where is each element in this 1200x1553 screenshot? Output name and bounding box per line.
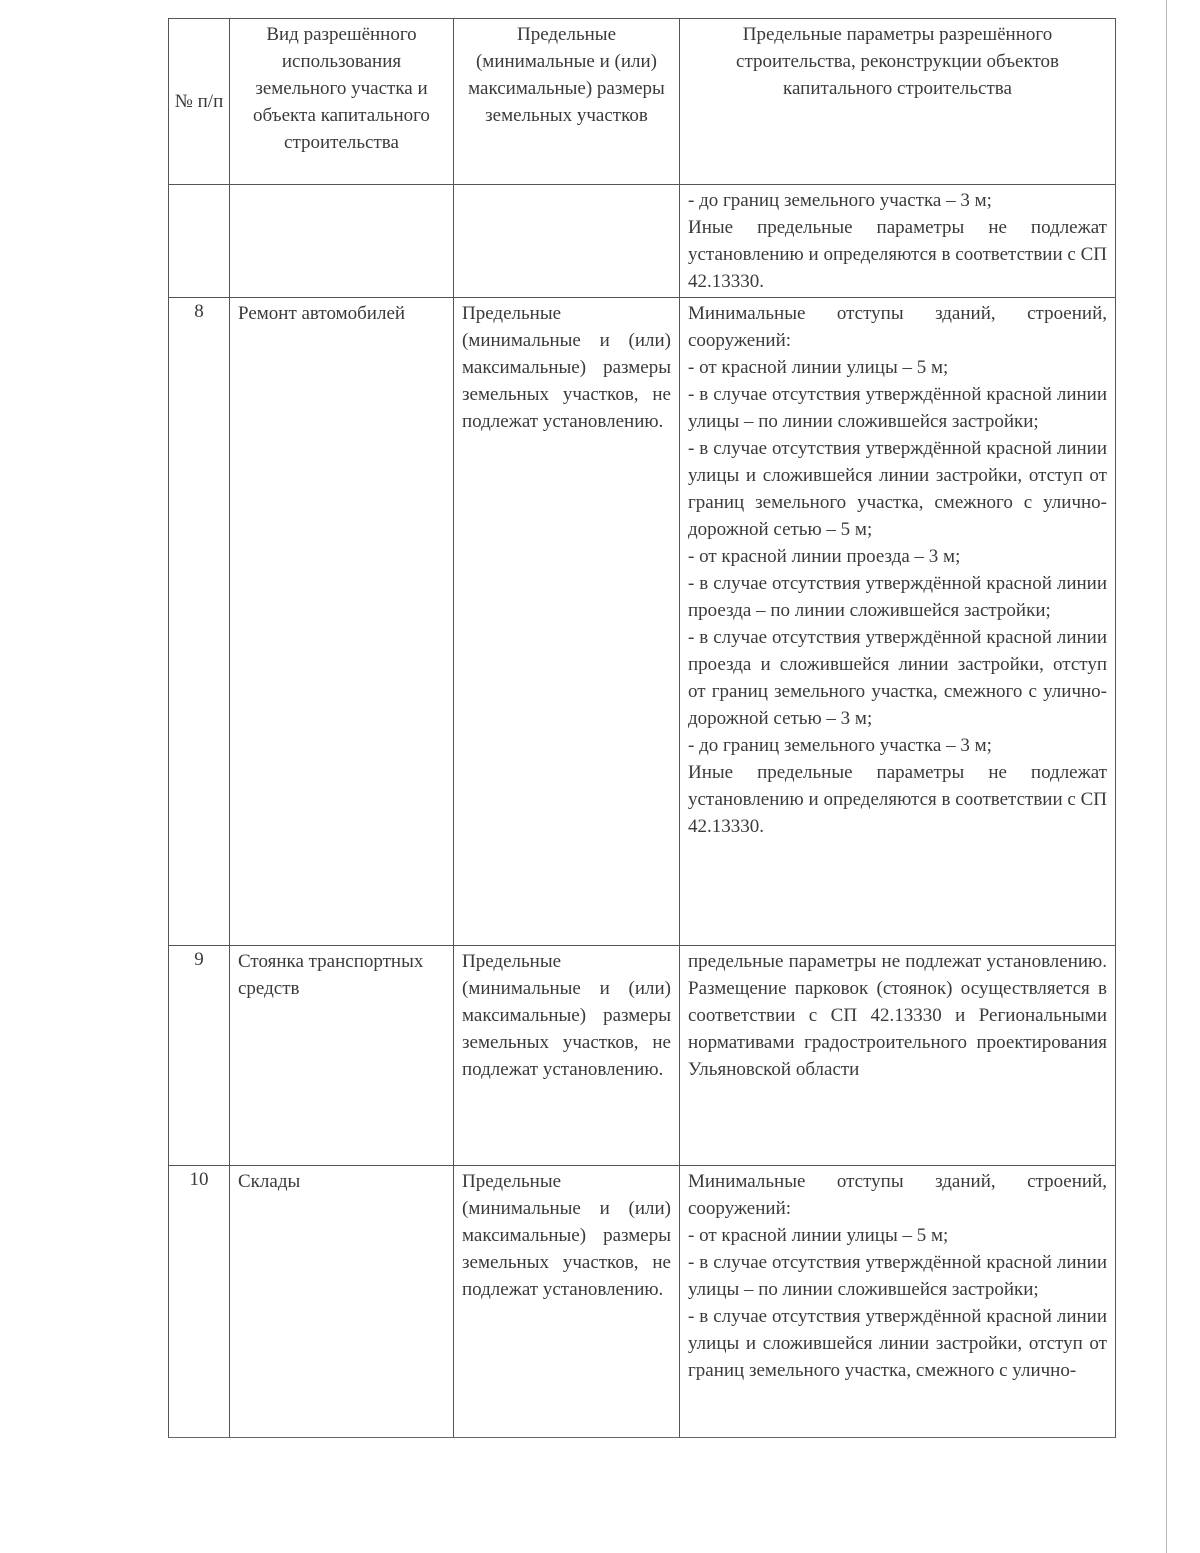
- parameter-line: - от красной линии улицы – 5 м;: [688, 1225, 949, 1246]
- row-parameters: [680, 946, 1116, 1166]
- row-plot-size: Предельные (минимальные и (или) максимальные) размеры земельных участков, не подлежат установлению.: [454, 946, 680, 1166]
- parameter-line: - до границ земельного участка – 3 м;: [688, 190, 992, 211]
- table-header: [169, 19, 1116, 185]
- parameter-line: - до границ земельного участка – 3 м;: [688, 735, 992, 756]
- table-row: [169, 298, 1116, 946]
- table-row: [169, 1166, 1116, 1438]
- row-use-type: Ремонт автомобилей: [230, 298, 454, 946]
- parameter-line: - от красной линии улицы – 5 м;: [688, 357, 949, 378]
- row-plot-size: [454, 185, 680, 298]
- parameter-line: - в случае отсутствия утверждённой красной линии улицы – по линии сложившейся застройки;: [688, 1252, 1107, 1300]
- header-plot-size: Предельные (минимальные и (или) максимальные) размеры земельных участков: [454, 19, 680, 185]
- table-body: [169, 185, 1116, 1438]
- row-plot-size: Предельные (минимальные и (или) максимальные) размеры земельных участков, не подлежат установлению.: [454, 298, 680, 946]
- parameter-line: - в случае отсутствия утверждённой красной линии улицы и сложившейся линии застройки, отступ от границ земельного участка, смежного с улично-: [688, 1306, 1107, 1381]
- table-row: [169, 946, 1116, 1166]
- header-parameters: Предельные параметры разрешённого строительства, реконструкции объектов капитального строительства: [680, 19, 1116, 185]
- parameter-line: - в случае отсутствия утверждённой красной линии проезда – по линии сложившейся застройки;: [688, 573, 1107, 621]
- row-number: [169, 185, 230, 298]
- parameter-line: - в случае отсутствия утверждённой красной линии проезда и сложившейся линии застройки, отступ от границ земельного участка, смежного с улично-дорожной сетью – 3 м;: [688, 627, 1107, 729]
- row-use-type: Стоянка транспортных средств: [230, 946, 454, 1166]
- row-parameters: [680, 185, 1116, 298]
- parameter-line: Минимальные отступы зданий, строений, сооружений:: [688, 1171, 1107, 1219]
- table-row: [169, 185, 1116, 298]
- parameter-line: Минимальные отступы зданий, строений, сооружений:: [688, 303, 1107, 351]
- row-parameters: [680, 298, 1116, 946]
- header-use-type: Вид разрешённого использования земельного участка и объекта капитального строительства: [230, 19, 454, 185]
- land-use-table: [168, 18, 1116, 1438]
- parameter-line: - от красной линии проезда – 3 м;: [688, 546, 961, 567]
- parameter-line: Иные предельные параметры не подлежат установлению и определяются в соответствии с СП 42.13330.: [688, 217, 1107, 292]
- row-use-type: [230, 185, 454, 298]
- parameter-line: Иные предельные параметры не подлежат установлению и определяются в соответствии с СП 42.13330.: [688, 762, 1107, 837]
- row-number: 9: [169, 946, 230, 1166]
- header-number: № п/п: [169, 19, 230, 185]
- row-parameters: [680, 1166, 1116, 1438]
- page-edge-line: [1166, 0, 1167, 1553]
- parameter-line: предельные параметры не подлежат установлению. Размещение парковок (стоянок) осуществляется в соответствии с СП 42.13330 и Региональными нормативами градостроительного проектирования Ульяновской области: [688, 951, 1107, 1080]
- parameter-line: - в случае отсутствия утверждённой красной линии улицы и сложившейся линии застройки, отступ от границ земельного участка, смежного с улично-дорожной сетью – 5 м;: [688, 438, 1107, 540]
- row-use-type: Склады: [230, 1166, 454, 1438]
- row-plot-size: Предельные (минимальные и (или) максимальные) размеры земельных участков, не подлежат установлению.: [454, 1166, 680, 1438]
- parameter-line: - в случае отсутствия утверждённой красной линии улицы – по линии сложившейся застройки;: [688, 384, 1107, 432]
- row-number: 8: [169, 298, 230, 946]
- row-number: 10: [169, 1166, 230, 1438]
